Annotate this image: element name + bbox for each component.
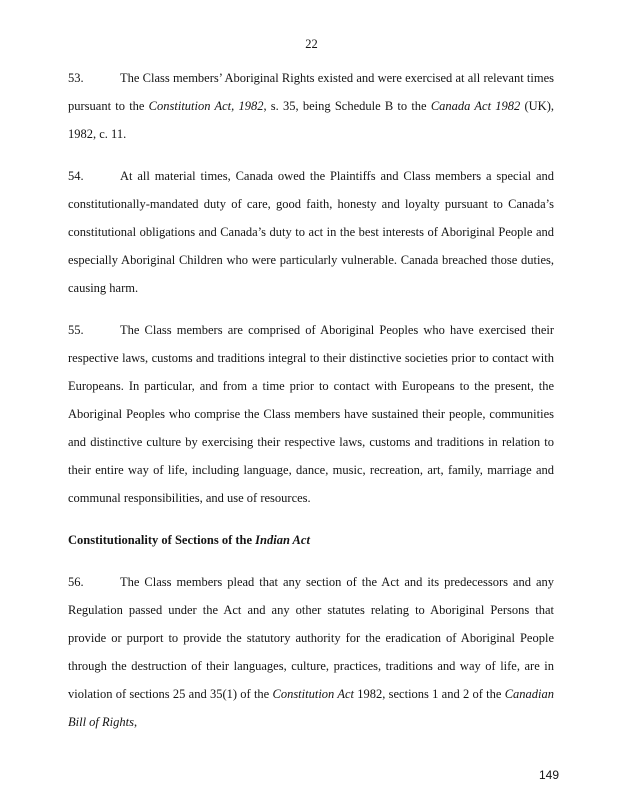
page-footer [539, 769, 559, 781]
text-segment: Constitution Act, 1982 [148, 99, 264, 113]
text-segment: Constitution Act [272, 687, 354, 701]
paragraph-54 [68, 162, 554, 302]
page-header [0, 38, 623, 51]
text-segment: , [133, 715, 138, 729]
text-segment: Canadian Bill of Rights [68, 687, 554, 729]
page-number-bottom: 149 [538, 768, 559, 782]
text-segment: The Class members are comprised of Aboriginal Peoples who have exercised their respective laws, customs and traditions integral to their distinctive societies prior to contact with Europeans. In particular, and from a time prior to contact with Europeans to the present, the Aboriginal Peoples who comprise the Class members have sustained their people, communities and distinctive culture by exercising their respective laws, customs and traditions in relation to their entire way of life, including language, dance, music, recreation, art, family, marriage and communal responsibilities, and use of resources. [68, 323, 554, 505]
text-segment: , s. 35, being Schedule B to the [263, 99, 431, 113]
paragraph-55 [68, 316, 554, 512]
paragraph-53 [68, 64, 554, 148]
paragraph-number: 54. [68, 169, 84, 183]
text-segment: The Class members’ Aboriginal Rights existed and were exercised at all relevant times pursuant to the [68, 71, 554, 113]
text-segment: (UK), 1982, c. 11. [68, 99, 554, 141]
paragraph-text [68, 71, 554, 141]
paragraph-number: 55. [68, 323, 84, 337]
text-segment: 1982, sections 1 and 2 of the [354, 687, 505, 701]
paragraph-text [68, 323, 554, 505]
text-segment: Constitutionality of Sections of the [68, 533, 256, 547]
paragraph-text [68, 169, 554, 295]
paragraph-number: 56. [68, 575, 84, 589]
section-heading [68, 526, 554, 554]
text-segment: At all material times, Canada owed the Plaintiffs and Class members a special and constitutionally-mandated duty of care, good faith, honesty and loyalty pursuant to Canada’s constitutional obligations and Canada’s duty to act in the best interests of Aboriginal People and especially Aboriginal Children who were particularly vulnerable. Canada breached those duties, causing harm. [68, 169, 554, 295]
text-segment: Indian Act [255, 533, 310, 547]
text-segment: Canada Act 1982 [430, 99, 521, 113]
paragraph-56 [68, 568, 554, 736]
page-number-top: 22 [305, 37, 318, 51]
document-content [68, 64, 554, 736]
text-segment: The Class members plead that any section of the Act and its predecessors and any Regulation passed under the Act and any other statutes relating to Aboriginal Persons that provide or purport to provide the statutory authority for the eradication of Aboriginal People through the destruction of their languages, culture, practices, traditions and way of life, are in violation of sections 25 and 35(1) of the [68, 575, 554, 701]
paragraph-text [68, 575, 554, 729]
paragraph-number: 53. [68, 71, 84, 85]
